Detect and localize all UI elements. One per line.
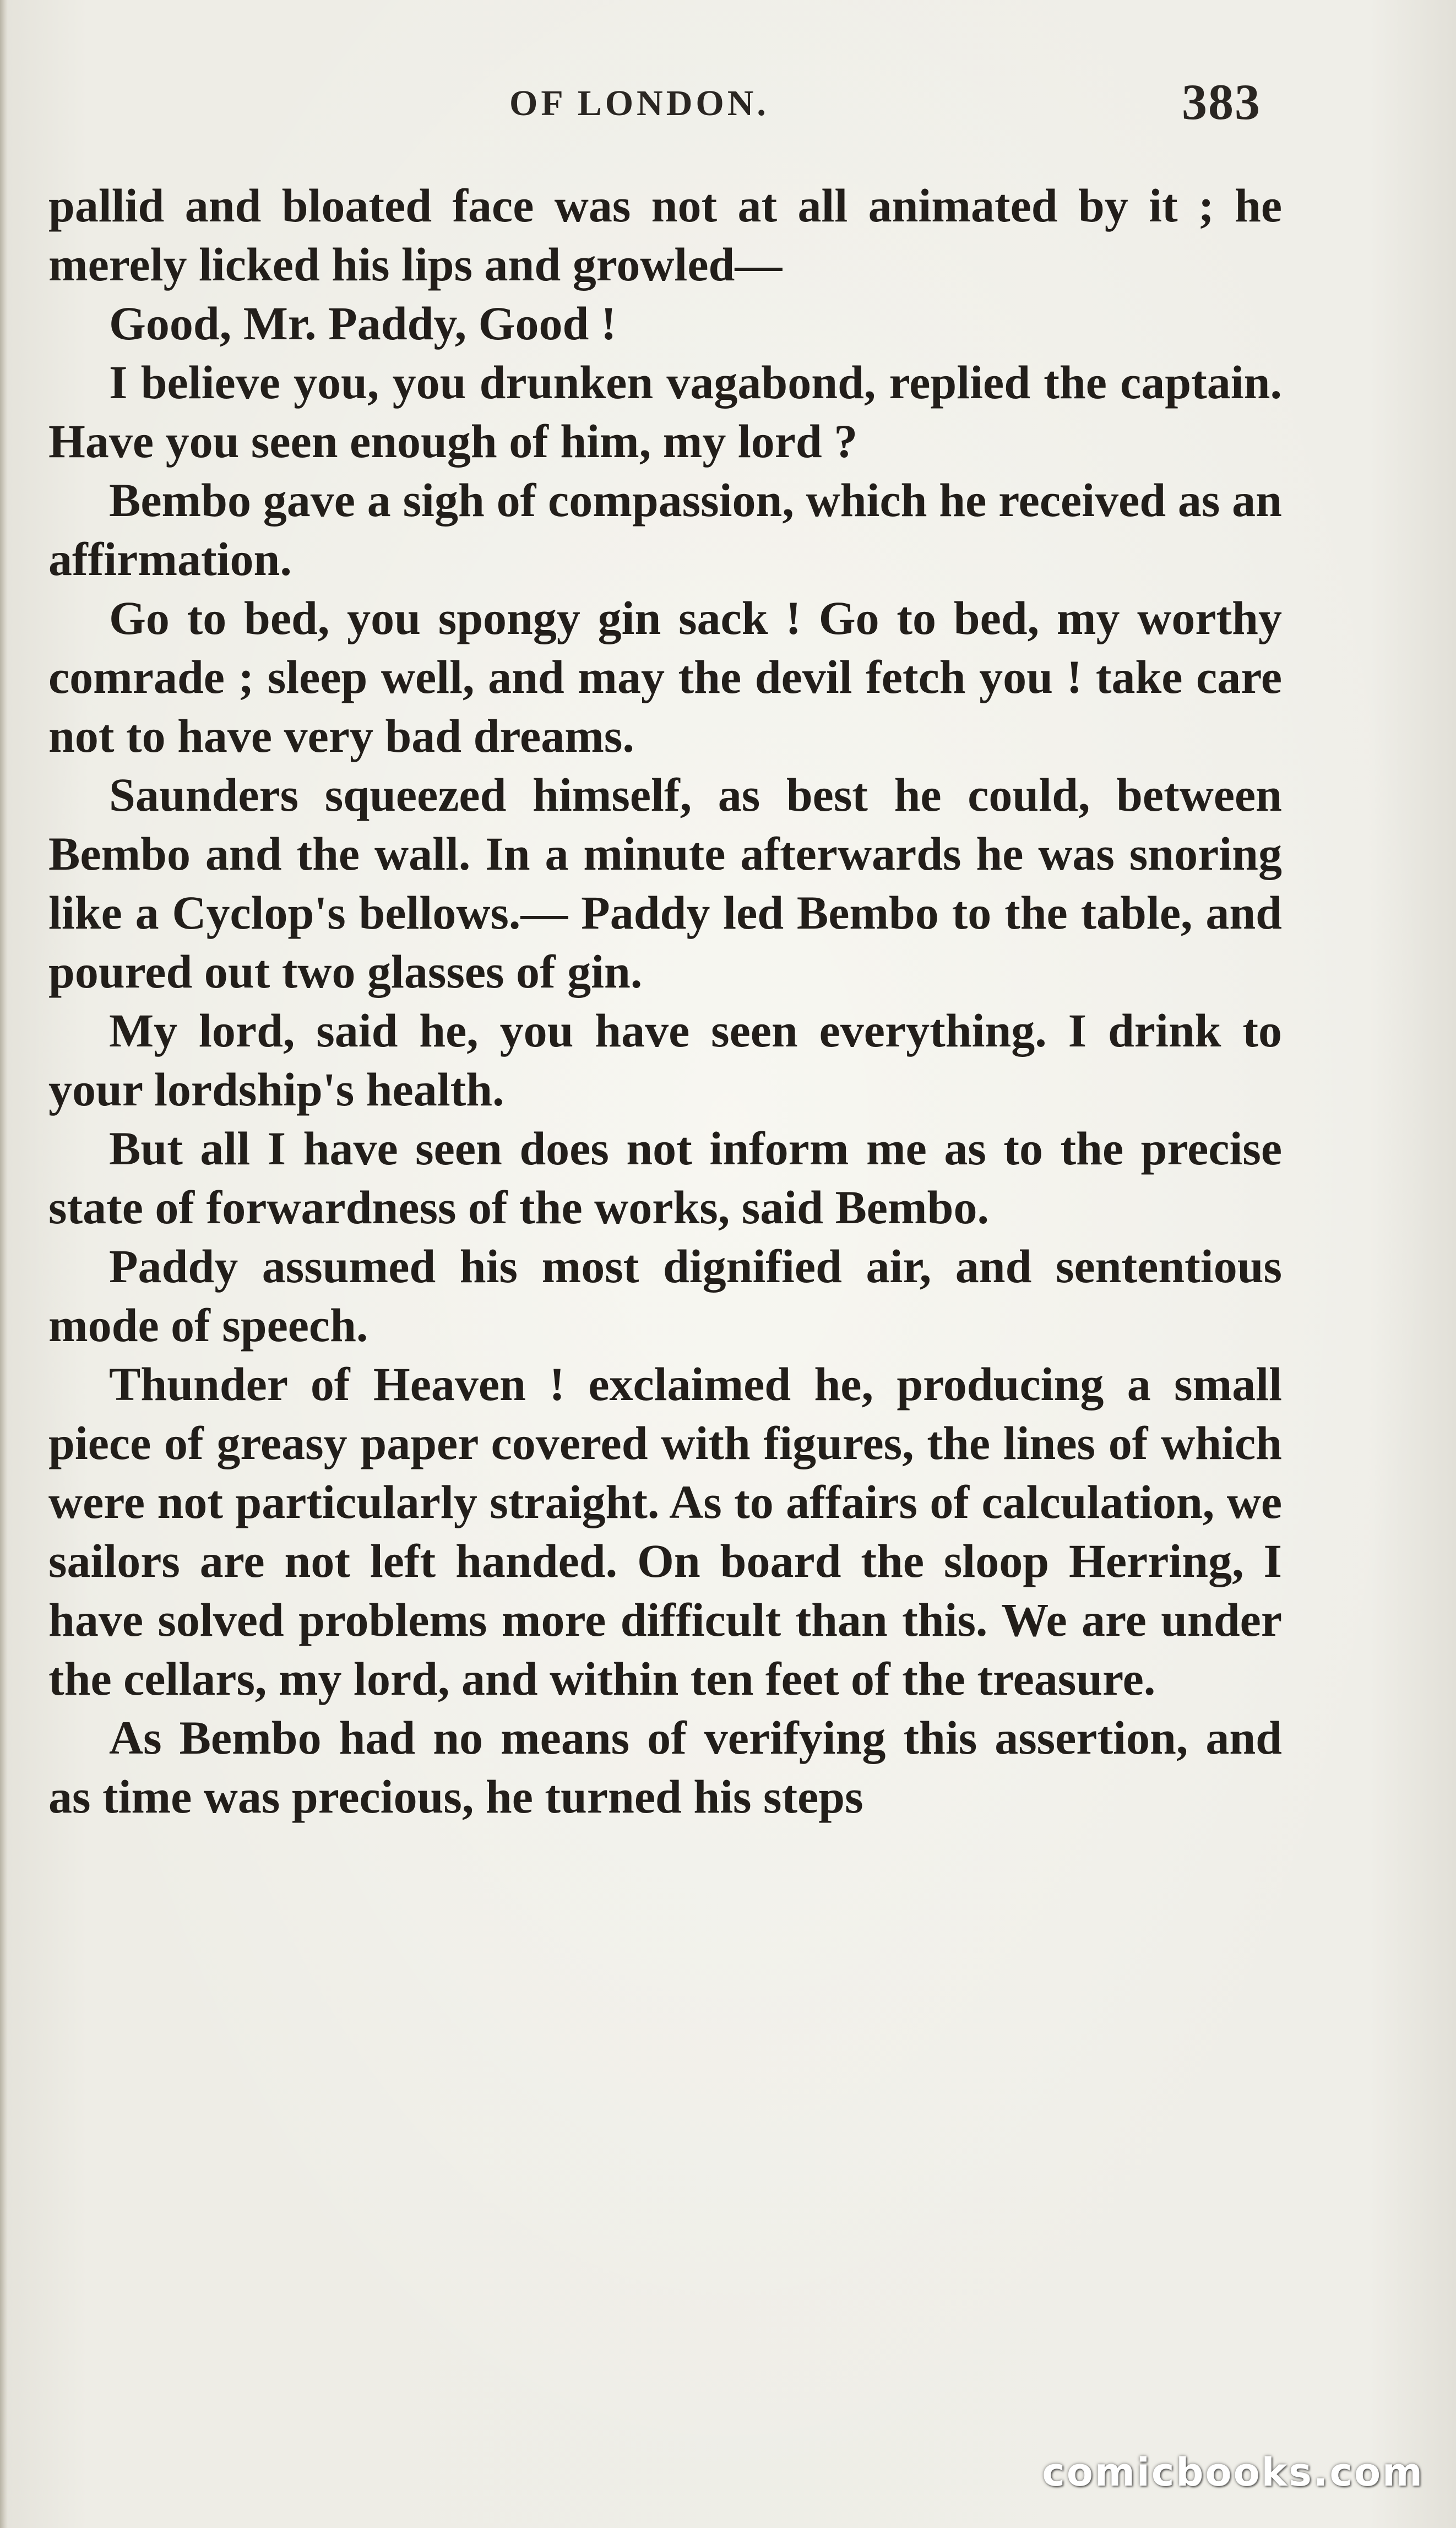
paragraph-4: Bembo gave a sigh of compassion, which he received as an affirmation. <box>48 474 1282 585</box>
paragraph-7: My lord, said he, you have seen everything. I drink to your lordship's health. <box>48 1004 1282 1116</box>
paragraph-6: Saunders squeezed himself, as best he could, between Bembo and the wall. In a minute afterwards he was snoring like a Cyclop's bellows.— Paddy led Bembo to the table, and poured out two glasses of gin. <box>48 768 1282 998</box>
body-text <box>48 176 1282 1826</box>
paragraph-8: But all I have seen does not inform me as to the precise state of forwardness of the works, said Bembo. <box>48 1122 1282 1234</box>
site-watermark: comicbooks.com <box>1042 2450 1424 2495</box>
page-number: 383 <box>1182 74 1261 130</box>
page-gutter-edge <box>0 0 8 2528</box>
paragraph-2: Good, Mr. Paddy, Good ! <box>109 297 617 350</box>
paragraph-1: pallid and bloated face was not at all animated by it ; he merely licked his lips and growled— <box>48 179 1282 291</box>
paragraph-11: As Bembo had no means of verifying this assertion, and as time was precious, he turned his steps <box>48 1711 1282 1823</box>
paragraph-5: Go to bed, you spongy gin sack ! Go to bed, my worthy comrade ; sleep well, and may the devil fetch you ! take care not to have very bad dreams. <box>48 592 1282 762</box>
running-head: OF LONDON. <box>509 83 769 123</box>
paragraph-9: Paddy assumed his most dignified air, and sententious mode of speech. <box>48 1240 1282 1352</box>
page-header <box>50 74 1261 138</box>
paragraph-3: I believe you, you drunken vagabond, replied the captain. Have you seen enough of him, my lord ? <box>48 356 1282 468</box>
paragraph-10: Thunder of Heaven ! exclaimed he, producing a small piece of greasy paper covered with figures, the lines of which were not particularly straight. As to affairs of calculation, we sailors are not left handed. On board the sloop Herring, I have solved problems more difficult than this. We are under the cellars, my lord, and within ten feet of the treasure. <box>48 1358 1282 1705</box>
